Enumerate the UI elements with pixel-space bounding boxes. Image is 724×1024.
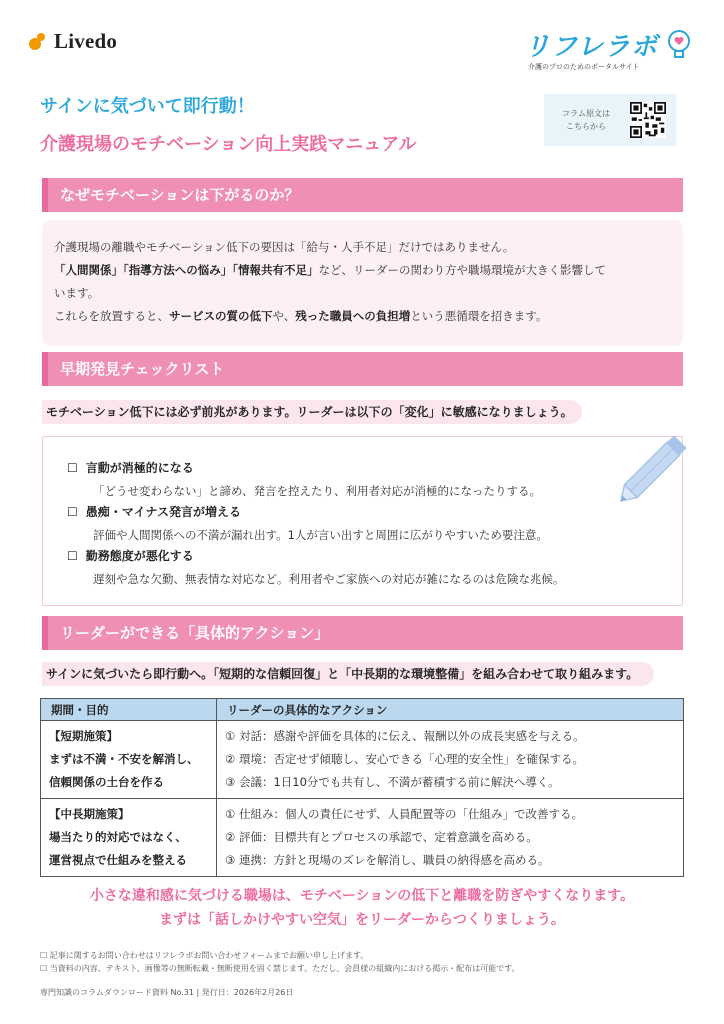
heading-accent — [42, 352, 48, 386]
intro-p1: 介護現場の離職やモチベーション低下の要因は「給与・人手不足」だけではありません。 — [54, 240, 515, 254]
qr-label — [554, 107, 618, 133]
row1-period-line1: 【短期施策】 — [49, 729, 118, 743]
section-heading-why — [42, 178, 683, 212]
brand-name: リフレラボ — [524, 32, 658, 62]
checklist-note: モチベーション低下には必ず前兆があります。リーダーは以下の「変化」に敏感になりましょう。 — [42, 400, 582, 424]
checklist-box — [42, 436, 683, 606]
intro-p3-d: 残った職員への負担増 — [295, 309, 411, 323]
checkbox-icon[interactable]: ☐ — [67, 505, 78, 519]
check-item-1-title[interactable] — [67, 459, 194, 476]
check-item-3-title[interactable] — [67, 547, 194, 564]
table-header-row — [41, 699, 684, 721]
row1-period-line3: 信頼関係の土台を作る — [49, 775, 164, 789]
intro-box — [42, 220, 683, 346]
row1-actions — [217, 721, 684, 799]
item3-title: 勤務態度が悪化する — [85, 549, 194, 563]
section3-heading-text: リーダーができる「具体的アクション」 — [60, 624, 330, 642]
table-header-actions: リーダーの具体的なアクション — [217, 699, 684, 721]
row2-action1: ① 仕組み：個人の責任にせず、人員配置等の「仕組み」で改善する。 — [225, 807, 584, 821]
check-item-3-body: 遅刻や急な欠勤、無表情な対応など。利用者やご家族への対応が雑になるのは危険な兆候。 — [93, 572, 565, 586]
pencil-icon — [612, 420, 702, 510]
intro-p3-a: これらを放置すると、 — [54, 309, 169, 323]
section-heading-checklist — [42, 352, 683, 386]
item2-title: 愚痴・マイナス発言が増える — [85, 505, 242, 519]
intro-p3-c: や、 — [272, 309, 296, 323]
qr-code-box[interactable] — [544, 94, 676, 146]
lightbulb-heart-icon — [666, 28, 692, 62]
row1-period-line2: まずは不満・不安を解消し、 — [49, 752, 199, 766]
livedo-logo — [28, 28, 117, 54]
intro-p3 — [54, 305, 671, 328]
row1-period — [41, 721, 217, 799]
checkbox-icon[interactable]: ☐ — [67, 549, 78, 563]
check-item-2-body: 評価や人間関係への不満が漏れ出す。1人が言い出すと周囲に広がりやすいため要注意。 — [93, 528, 548, 542]
intro-p2 — [54, 259, 671, 282]
closing-line2: まずは「話しかけやすい空気」をリーダーからつくりましょう。 — [159, 912, 565, 928]
intro-p2-cont: います。 — [54, 286, 100, 300]
qr-label-line2: こちらから — [566, 122, 606, 131]
qr-label-line1: コラム原文は — [562, 109, 610, 118]
row2-period — [41, 799, 217, 877]
section1-heading-text: なぜモチベーションは下がるのか？ — [60, 186, 300, 204]
row2-period-line3: 運営視点で仕組みを整える — [49, 853, 187, 867]
item1-title: 言動が消極的になる — [85, 461, 194, 475]
table-header-period: 期間・目的 — [41, 699, 217, 721]
section-heading-actions — [42, 616, 683, 650]
row1-action2: ② 環境：否定せず傾聴し、安心できる「心理的安全性」を確保する。 — [225, 752, 584, 766]
intro-p2-rest: など、リーダーの関わり方や職場環境が大きく影響して — [318, 263, 606, 277]
row1-action1: ① 対話：感謝や評価を具体的に伝え、報酬以外の成長実感を与える。 — [225, 729, 585, 743]
row2-action3: ③ 連携：方針と現場のズレを解消し、職員の納得感を高める。 — [225, 853, 550, 867]
intro-p2-bold: 「人間関係」「指導方法への悩み」「情報共有不足」 — [54, 263, 319, 277]
qr-code-icon[interactable] — [630, 102, 666, 138]
livedo-logo-icon — [28, 30, 50, 52]
intro-p3-b: サービスの質の低下 — [169, 309, 273, 323]
intro-p3-e: という悪循環を招きます。 — [410, 309, 548, 323]
closing-line1: 小さな違和感に気づける職場は、モチベーションの低下と離職を防ぎやすくなります。 — [89, 888, 635, 904]
page-title-line2: 介護現場のモチベーション向上実践マニュアル — [40, 134, 417, 155]
footer-meta: 専門知識のコラムダウンロード資料 No.31 | 発行日：2026年2月26日 — [40, 988, 294, 997]
check-item-1-body: 「どうせ変わらない」と諦め、発言を控えたり、利用者対応が消極的になったりする。 — [93, 484, 542, 498]
table-row — [41, 799, 684, 877]
table-row — [41, 721, 684, 799]
footer-note1: ☐ 記事に関するお問い合わせはリフレラボお問い合わせフォームまでお願い申し上げます。 — [40, 951, 369, 960]
heading-accent — [42, 616, 48, 650]
page-title-line1: サインに気づいて即行動！ — [40, 96, 255, 117]
row2-action2: ② 評価：目標共有とプロセスの承認で、定着意識を高める。 — [225, 830, 538, 844]
check-item-2-title[interactable] — [67, 503, 241, 520]
row2-actions — [217, 799, 684, 877]
actions-table — [40, 698, 684, 877]
section2-heading-text: 早期発見チェックリスト — [60, 360, 225, 378]
checkbox-icon[interactable]: ☐ — [67, 461, 78, 475]
row2-period-line2: 場当たり的対応ではなく、 — [49, 830, 187, 844]
actions-note: サインに気づいたら即行動へ。「短期的な信頼回復」と「中長期的な環境整備」を組み合わせて取り組みます。 — [42, 662, 654, 686]
row1-action3: ③ 会議：1日10分でも共有し、不満が蓄積する前に解決へ導く。 — [225, 775, 560, 789]
heading-accent — [42, 178, 48, 212]
logo-text: Livedo — [54, 28, 118, 53]
footer-note2: ☐ 当資料の内容、テキスト、画像等の無断転載・無断使用を固く禁じます。ただし、会員様の組織内における掲示・配布は可能です。 — [40, 964, 520, 973]
brand-subtitle: 介護のプロのためのポータルサイト — [528, 63, 640, 71]
row2-period-line1: 【中長期施策】 — [49, 807, 130, 821]
reflabo-logo — [524, 26, 694, 76]
